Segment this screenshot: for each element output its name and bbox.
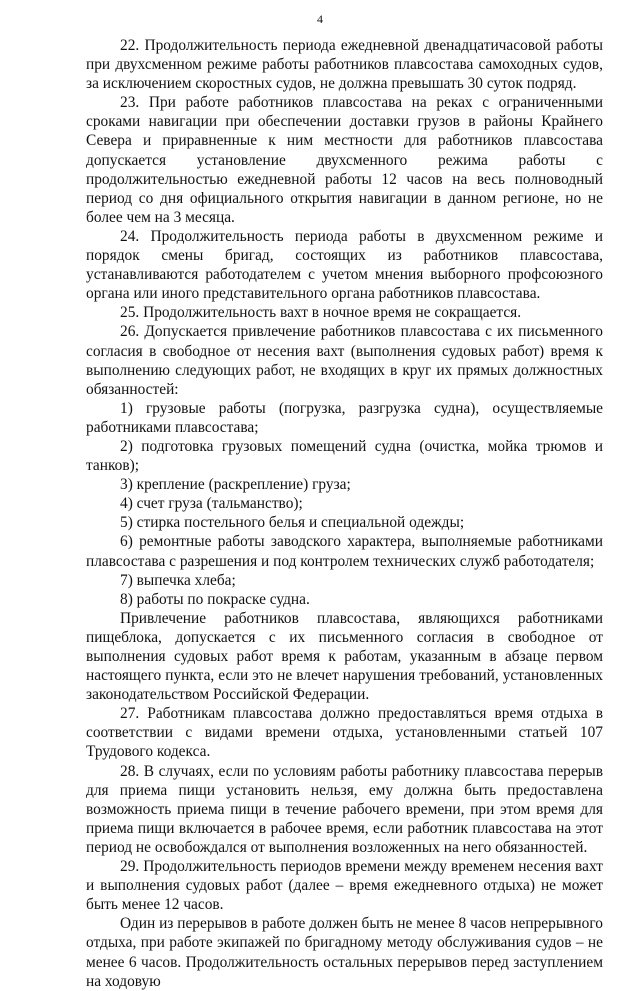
paragraph-23: 23. При работе работников плавсостава на реках с ограниченными сроками навигации при обеспечении доставки грузов в районы Крайнего Севера и приравненные к ним местности для работников плавсостава допускается установление двухсменного режима работы с продолжительностью ежедневной работы 12 часов на весь полноводный период со дня официального открытия навигации в данном регионе, но не более чем на 3 месяца. xyxy=(86,94,603,226)
paragraph-28: 28. В случаях, если по условиям работы работнику плавсостава перерыв для приема пищи установить нельзя, ему должна быть предоставлена возможность приема пищи в течение рабочего времени, при этом время для приема пищи включается в рабочее время, если работник плавсостава на этот период не освобождался от выполнения возложенных на него обязанностей. xyxy=(86,762,603,856)
list-item-5: 5) стирка постельного белья и специальной одежды; xyxy=(120,514,465,532)
page-number: 4 xyxy=(317,12,323,26)
paragraph-26: 26. Допускается привлечение работников плавсостава с их письменного согласия в свободное от несения вахт (выполнения судовых работ) время к выполнению следующих работ, не входящих в круг их прямых должностных обязанностей: xyxy=(86,323,603,398)
paragraph-26-continuation: Привлечение работников плавсостава, являющихся работниками пищеблока, допускается с их письменного согласия в свободное от выполнения судовых работ время к работам, указанным в абзаце первом настоящего пункта, если это не влечет нарушения требований, установленных законодательством Российской Федерации. xyxy=(86,609,603,704)
list-item-8: 8) работы по покраске судна. xyxy=(120,590,310,608)
paragraph-29-continuation: Один из перерывов в работе должен быть не менее 8 часов непрерывного отдыха, при работе экипажей по бригадному методу обслуживания судов – не менее 6 часов. Продолжительность остальных перерывов перед заступлением на ходовую xyxy=(86,915,603,990)
paragraph-29: 29. Продолжительность периодов времени между временем несения вахт и выполнения судовых работ (далее – время ежедневного отдыха) не может быть менее 12 часов. xyxy=(86,858,603,914)
list-item-2: 2) подготовка грузовых помещений судна (очистка, мойка трюмов и танков); xyxy=(86,437,603,475)
paragraph-27: 27. Работникам плавсостава должно предоставляться время отдыха в соответствии с видами времени отдыха, установленными статьей 107 Трудового кодекса. xyxy=(86,705,603,761)
paragraph-22: 22. Продолжительность периода ежедневной двенадцатичасовой работы при двухсменном режиме работы работников плавсостава самоходных судов, за исключением скоростных судов, не должна превышать 30 суток подряд. xyxy=(86,37,603,93)
paragraph-24: 24. Продолжительность периода работы в двухсменном режиме и порядок смены бригад, состоящих из работников плавсостава, устанавливаются работодателем с учетом мнения выборного профсоюзного органа или иного представительного органа работников плавсостава. xyxy=(86,227,603,303)
document-body xyxy=(86,36,603,991)
list-item-3: 3) крепление (раскрепление) груза; xyxy=(120,476,351,494)
list-item-6: 6) ремонтные работы заводского характера, выполняемые работниками плавсостава с разрешения и под контролем технических служб работодателя; xyxy=(86,533,603,570)
list-item-7: 7) выпечка хлеба; xyxy=(120,571,236,589)
list-item-4: 4) счет груза (тальманство); xyxy=(120,495,303,513)
list-item-1: 1) грузовые работы (погрузка, разгрузка судна), осуществляемые работниками плавсостава; xyxy=(86,399,603,436)
paragraph-25: 25. Продолжительность вахт в ночное время не сокращается. xyxy=(120,304,522,322)
